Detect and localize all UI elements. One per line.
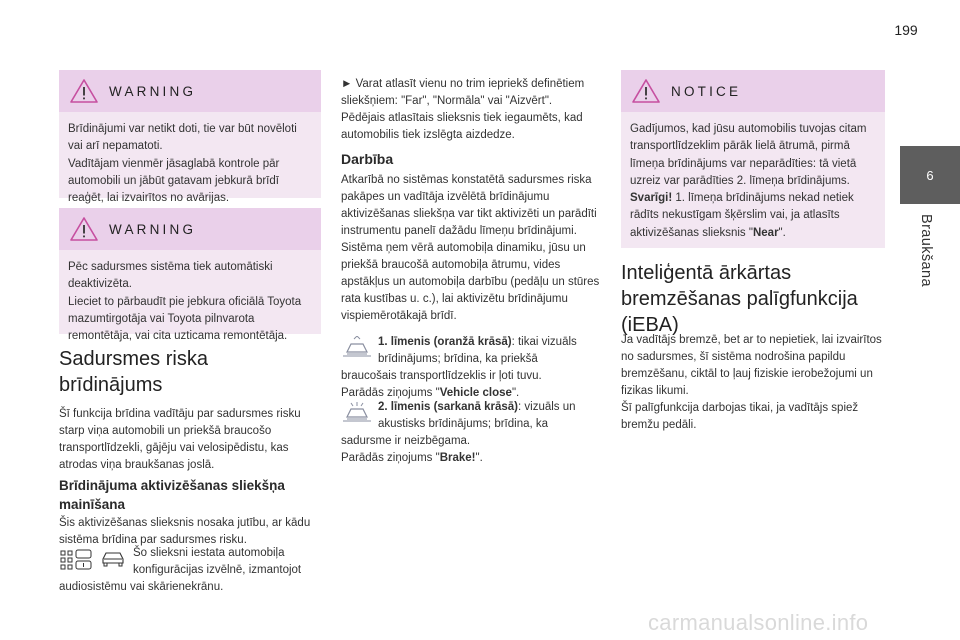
level1-label: 1. līmenis (oranžā krāsā) — [378, 336, 512, 348]
message-value: Vehicle close — [439, 387, 512, 399]
section-title: Inteliģentā ārkārtas bremzēšanas palīgfunkcija (iEBA) — [621, 262, 858, 336]
section-title: Sadursmes riska brīdinājums — [59, 348, 208, 396]
section2-paragraph: Ja vadītājs bremzē, bet ar to nepietiek, lai izvairītos no sadursmes, šī sistēma nodrošina papildu bremzēšanu, ciktāl to ļauj fiziskie ierobežojumi un fizikas likumi. — [621, 334, 882, 397]
icon-text-line: Šo slieksni iestata automobiļa — [133, 547, 285, 559]
subsection-title: Brīdinājuma aktivizēšanas sliekšņa mainīšana — [59, 478, 285, 512]
darbiba-paragraph: Sistēma ņem vērā automobiļa dinamiku, jūsu un priekšā braucošā automobiļa ātrumu, vides apstākļus un automobiļa darbību (pedāļu un stūres rata kustības u. c.), lai aktivizētu brīdinājumu vispiemērotākajā brīdī. — [341, 242, 600, 322]
thresholds-text: Varat atlasīt vienu no trim iepriekš definētiem sliekšņiem: "Far", "Normāla" vai "Aizvērt". — [341, 78, 585, 107]
message-suffix: ". — [475, 452, 483, 464]
notice-header — [621, 70, 885, 112]
page-number: 199 — [894, 22, 918, 38]
icon-text-line: konfigurācijas izvēlnē, izmantojot — [133, 564, 302, 576]
notice-box — [621, 70, 885, 248]
level1-desc: : tikai vizuāls — [511, 336, 577, 348]
level2-message — [341, 450, 603, 467]
warning-box-2 — [59, 208, 321, 343]
section2-paragraph: Šī palīgfunkcija darbojas tikai, ja vadītājs spiež bremžu pedāli. — [621, 402, 859, 431]
warning-header — [59, 70, 321, 112]
notice-important-label: Svarīgi! — [630, 192, 673, 205]
level2-line: sadursme ir neizbēgama. — [341, 435, 471, 447]
darbiba-text — [341, 172, 603, 325]
subsection-text: Šis aktivizēšanas slieksnis nosaka jutību, ar kādu sistēma brīdina par sadursmes risku. — [59, 517, 311, 546]
warning-header — [59, 208, 321, 250]
notice-near-value: Near — [752, 226, 779, 239]
message-suffix: ". — [511, 387, 520, 399]
warning-text: Vadītājam vienmēr jāsaglabā kontrole pār automobili un jābūt gatavam jebkurā brīdī reaģēt, lai izvairītos no avārijas. — [68, 157, 280, 205]
memory-text: Pēdējais atlasītais slieksnis tiek iegaumēts, kad automobilis tiek izslēgta aizdedze. — [341, 112, 583, 141]
warning-text: Pēc sadursmes sistēma tiek automātiski deaktivizēta. — [68, 261, 273, 291]
collision-warning-icon — [341, 336, 373, 363]
message-value: Brake! — [439, 452, 476, 464]
chapter-tab[interactable]: 6 — [900, 146, 960, 204]
warning-title: WARNING — [109, 83, 197, 99]
message-prefix: Parādās ziņojums " — [341, 452, 440, 464]
darbiba-paragraph: Atkarībā no sistēmas konstatētā sadursmes riska pakāpes un vadītāja izvēlētā brīdinājumu aktivizēšanas sliekšņa var tikt aktivizēti un parādīti instrumentu panelī dažādu līmeņu brīdinājumi. — [341, 174, 597, 237]
thresholds-paragraph — [341, 76, 603, 144]
level1-line: brīdinājums; brīdina, ka priekšā — [378, 353, 538, 365]
section2-text — [621, 332, 883, 434]
section-label: Braukšana — [918, 214, 934, 287]
icon-text-line: audiosistēmu vai skārienekrānu. — [59, 581, 224, 593]
settings-app-icon — [59, 549, 95, 576]
warning-text: Lieciet to pārbaudīt pie jebkura oficiālā Toyota mazumtirgotāja vai Toyota pilnvarota remontētāja, vai cita uzticama remontētāja. — [68, 295, 302, 343]
level2-line: akustisks brīdinājums; brīdina, ka — [378, 418, 549, 430]
level2-label: 2. līmenis (sarkanā krāsā) — [378, 401, 518, 413]
notice-important-end: ". — [778, 226, 786, 239]
level1-line: braucošais transportlīdzeklis ir ļoti tuvu. — [341, 370, 542, 382]
level1-text — [378, 334, 604, 351]
section-intro: Šī funkcija brīdina vadītāju par sadursmes risku starp viņa automobili un priekšā braucošo transportlīdzekli, gājēju vai velosipēdistu, kas atrodas viņa braukšanas joslā. — [59, 408, 301, 471]
collision-warning-icon — [341, 401, 373, 428]
notice-important-text: 1. līmeņa brīdinājums nekad netiek rādīts nekustīgam šķērslim vai, ja atlasīts aktivizēšanas slieksnis " — [630, 192, 854, 239]
warning-triangle-icon — [69, 216, 99, 242]
arrow-bullet-icon: ► — [341, 78, 353, 90]
level2-text — [378, 399, 604, 416]
warning-triangle-icon — [631, 78, 661, 104]
car-outline-icon — [100, 549, 126, 574]
notice-title: NOTICE — [671, 83, 742, 99]
warning-triangle-icon — [69, 78, 99, 104]
warning-box-1 — [59, 70, 321, 205]
level2-desc: : vizuāls un — [518, 401, 576, 413]
notice-important — [630, 190, 877, 242]
warning-text: Brīdinājumi var netikt doti, tie var būt novēloti vai arī nepamatoti. — [68, 123, 297, 153]
darbiba-title: Darbība — [341, 151, 394, 167]
notice-text: Gadījumos, kad jūsu automobilis tuvojas citam transportlīdzeklim pārāk lielā ātrumā, pirmā līmeņa brīdinājums var neparādīties: tā vietā uzreiz var parādīties 2. līmeņa brīdinājums. — [630, 123, 867, 187]
warning-title: WARNING — [109, 221, 197, 237]
watermark: carmanualsonline.info — [648, 610, 869, 635]
message-prefix: Parādās ziņojums " — [341, 387, 440, 399]
